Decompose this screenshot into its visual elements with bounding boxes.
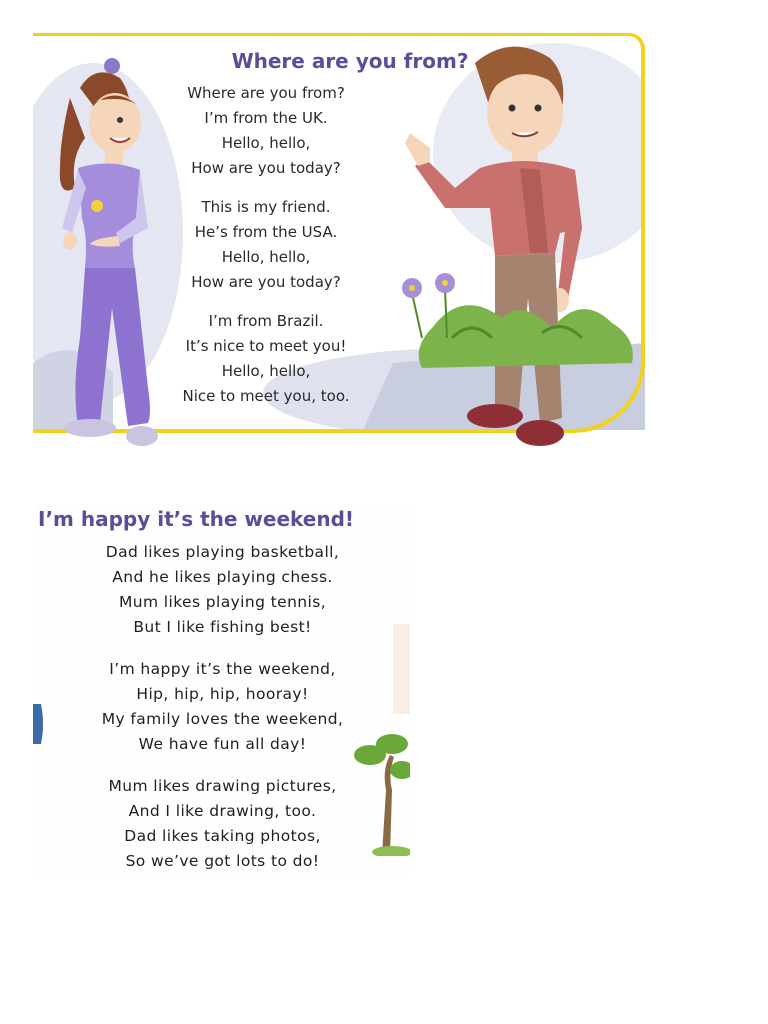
lyric-line: Where are you from?	[187, 84, 345, 102]
lyric-line: He’s from the USA.	[194, 223, 338, 241]
song2-title: I’m happy it’s the weekend!	[38, 507, 355, 531]
song1-title: Where are you from?	[231, 49, 469, 73]
lyric-line: Dad likes playing basketball,	[105, 543, 340, 561]
song1-verse-2	[116, 195, 416, 295]
lyric-line: Hello, hello,	[221, 362, 311, 380]
lyric-line: So we’ve got lots to do!	[125, 852, 320, 870]
boy-character	[400, 38, 600, 463]
flowers-bush	[392, 268, 642, 373]
lyric-line: Mum likes drawing pictures,	[108, 777, 337, 795]
lyric-line: But I like fishing best!	[133, 618, 312, 636]
lyric-line: My family loves the weekend,	[101, 710, 344, 728]
lyric-line: Hello, hello,	[221, 248, 311, 266]
lyric-line: I’m happy it’s the weekend,	[109, 660, 336, 678]
lyric-line: I’m from the UK.	[204, 109, 328, 127]
lyric-line: Hip, hip, hip, hooray!	[136, 685, 309, 703]
song2-verse-3	[70, 774, 375, 874]
lyric-line: Nice to meet you, too.	[182, 387, 350, 405]
lyric-line: I’m from Brazil.	[208, 312, 324, 330]
lyric-line: We have fun all day!	[138, 735, 307, 753]
lyric-line: Dad likes taking photos,	[124, 827, 321, 845]
lyric-line: This is my friend.	[201, 198, 331, 216]
lyric-line: And I like drawing, too.	[128, 802, 317, 820]
lyric-line: How are you today?	[191, 273, 341, 291]
lyric-line: Mum likes playing tennis,	[118, 593, 327, 611]
lyric-line: And he likes playing chess.	[112, 568, 333, 586]
song1-verse-3	[116, 309, 416, 409]
song2-lyrics	[70, 540, 375, 891]
song2-verse-1	[70, 540, 375, 640]
song1-verse-1	[116, 81, 416, 181]
lyric-line: How are you today?	[191, 159, 341, 177]
lyric-line: It’s nice to meet you!	[185, 337, 347, 355]
song2-verse-2	[70, 657, 375, 757]
song1-lyrics	[116, 81, 416, 423]
lyric-line: Hello, hello,	[221, 134, 311, 152]
